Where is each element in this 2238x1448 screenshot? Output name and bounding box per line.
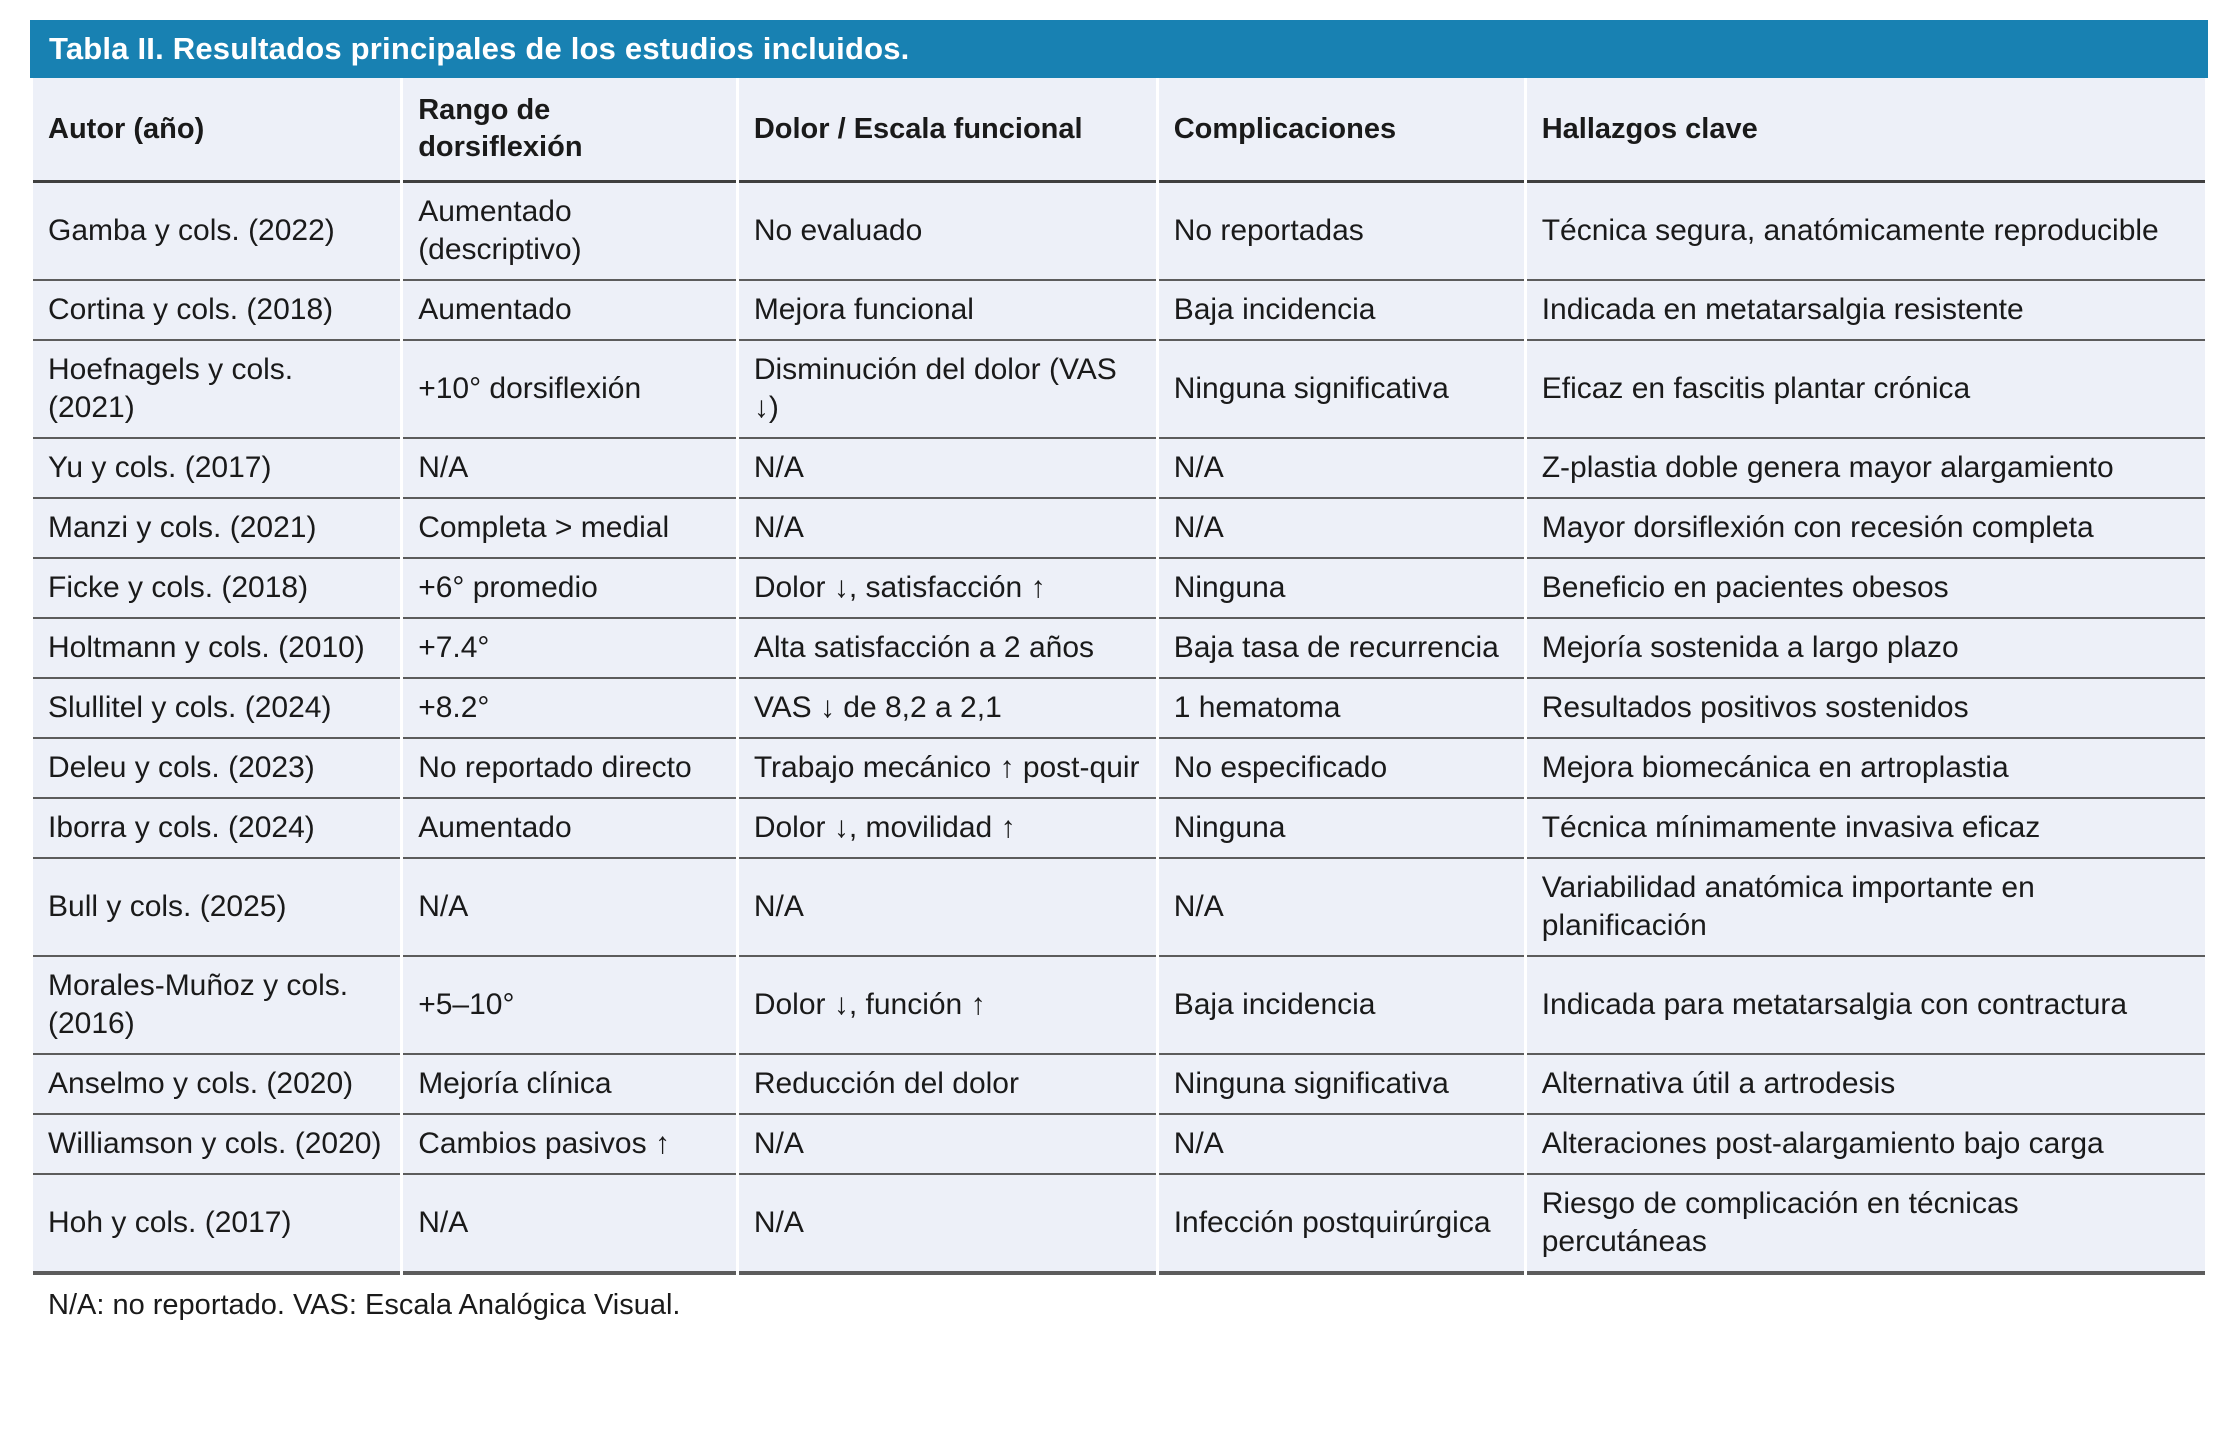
column-header-dolor-escala-funcional: Dolor / Escala funcional [739, 78, 1156, 183]
cell-complicaciones: N/A [1159, 1115, 1524, 1175]
cell-hallazgos-clave: Técnica mínimamente invasiva eficaz [1527, 799, 2205, 859]
cell-rango-dorsiflexion: Cambios pasivos ↑ [403, 1115, 736, 1175]
cell-dolor-escala-funcional: Dolor ↓, movilidad ↑ [739, 799, 1156, 859]
cell-complicaciones: Baja incidencia [1159, 957, 1524, 1055]
column-header-hallazgos-clave: Hallazgos clave [1527, 78, 2205, 183]
cell-hallazgos-clave: Indicada en metatarsalgia resistente [1527, 281, 2205, 341]
cell-autor: Cortina y cols. (2018) [33, 281, 400, 341]
table-row [33, 1115, 2205, 1175]
cell-autor: Yu y cols. (2017) [33, 439, 400, 499]
cell-dolor-escala-funcional: N/A [739, 859, 1156, 957]
cell-autor: Iborra y cols. (2024) [33, 799, 400, 859]
table-row [33, 799, 2205, 859]
table-title-bar [30, 20, 2208, 78]
cell-autor: Deleu y cols. (2023) [33, 739, 400, 799]
cell-dolor-escala-funcional: Disminución del dolor (VAS ↓) [739, 341, 1156, 439]
cell-rango-dorsiflexion: N/A [403, 1175, 736, 1275]
table-row [33, 439, 2205, 499]
cell-complicaciones: N/A [1159, 859, 1524, 957]
cell-complicaciones: N/A [1159, 439, 1524, 499]
cell-rango-dorsiflexion: Aumentado [403, 281, 736, 341]
table-row [33, 1175, 2205, 1275]
cell-autor: Hoh y cols. (2017) [33, 1175, 400, 1275]
cell-rango-dorsiflexion: +10° dorsiflexión [403, 341, 736, 439]
cell-hallazgos-clave: Mayor dorsiflexión con recesión completa [1527, 499, 2205, 559]
table-row [33, 859, 2205, 957]
cell-hallazgos-clave: Mejoría sostenida a largo plazo [1527, 619, 2205, 679]
cell-autor: Williamson y cols. (2020) [33, 1115, 400, 1175]
table-row [33, 281, 2205, 341]
results-table-card [30, 20, 2208, 1322]
cell-complicaciones: Baja tasa de recurrencia [1159, 619, 1524, 679]
column-header-rango-dorsiflexion: Rango de dorsiflexión [403, 78, 736, 183]
cell-hallazgos-clave: Indicada para metatarsalgia con contractura [1527, 957, 2205, 1055]
cell-hallazgos-clave: Eficaz en fascitis plantar crónica [1527, 341, 2205, 439]
cell-autor: Anselmo y cols. (2020) [33, 1055, 400, 1115]
cell-complicaciones: N/A [1159, 499, 1524, 559]
cell-hallazgos-clave: Mejora biomecánica en artroplastia [1527, 739, 2205, 799]
table-footnote: N/A: no reportado. VAS: Escala Analógica Visual. [48, 1289, 681, 1321]
table-title: Tabla II. Resultados principales de los estudios incluidos. [49, 31, 910, 66]
cell-hallazgos-clave: Beneficio en pacientes obesos [1527, 559, 2205, 619]
results-table [30, 78, 2208, 1275]
cell-dolor-escala-funcional: N/A [739, 499, 1156, 559]
table-row [33, 559, 2205, 619]
cell-dolor-escala-funcional: N/A [739, 1115, 1156, 1175]
table-row [33, 1055, 2205, 1115]
cell-dolor-escala-funcional: Alta satisfacción a 2 años [739, 619, 1156, 679]
cell-autor: Morales-Muñoz y cols. (2016) [33, 957, 400, 1055]
table-row [33, 957, 2205, 1055]
cell-rango-dorsiflexion: Completa > medial [403, 499, 736, 559]
cell-autor: Holtmann y cols. (2010) [33, 619, 400, 679]
table-row [33, 183, 2205, 281]
cell-rango-dorsiflexion: +5–10° [403, 957, 736, 1055]
cell-complicaciones: No especificado [1159, 739, 1524, 799]
cell-rango-dorsiflexion: +6° promedio [403, 559, 736, 619]
table-row [33, 619, 2205, 679]
cell-complicaciones: 1 hematoma [1159, 679, 1524, 739]
cell-autor: Bull y cols. (2025) [33, 859, 400, 957]
cell-rango-dorsiflexion: N/A [403, 439, 736, 499]
cell-autor: Manzi y cols. (2021) [33, 499, 400, 559]
table-row [33, 499, 2205, 559]
header-row [33, 78, 2205, 183]
cell-hallazgos-clave: Alteraciones post-alargamiento bajo carga [1527, 1115, 2205, 1175]
cell-complicaciones: Ninguna [1159, 559, 1524, 619]
cell-complicaciones: Infección postquirúrgica [1159, 1175, 1524, 1275]
table-body [33, 183, 2205, 1275]
cell-dolor-escala-funcional: VAS ↓ de 8,2 a 2,1 [739, 679, 1156, 739]
cell-autor: Slullitel y cols. (2024) [33, 679, 400, 739]
page [0, 20, 2238, 1448]
cell-rango-dorsiflexion: Aumentado (descriptivo) [403, 183, 736, 281]
cell-rango-dorsiflexion: +8.2° [403, 679, 736, 739]
cell-complicaciones: Ninguna [1159, 799, 1524, 859]
cell-rango-dorsiflexion: No reportado directo [403, 739, 736, 799]
cell-dolor-escala-funcional: N/A [739, 439, 1156, 499]
cell-complicaciones: Ninguna significativa [1159, 1055, 1524, 1115]
cell-dolor-escala-funcional: Dolor ↓, función ↑ [739, 957, 1156, 1055]
cell-autor: Hoefnagels y cols. (2021) [33, 341, 400, 439]
table-row [33, 739, 2205, 799]
cell-hallazgos-clave: Resultados positivos sostenidos [1527, 679, 2205, 739]
cell-rango-dorsiflexion: +7.4° [403, 619, 736, 679]
cell-autor: Ficke y cols. (2018) [33, 559, 400, 619]
cell-hallazgos-clave: Z-plastia doble genera mayor alargamiento [1527, 439, 2205, 499]
cell-dolor-escala-funcional: Dolor ↓, satisfacción ↑ [739, 559, 1156, 619]
column-header-complicaciones: Complicaciones [1159, 78, 1524, 183]
cell-rango-dorsiflexion: N/A [403, 859, 736, 957]
cell-hallazgos-clave: Técnica segura, anatómicamente reproducible [1527, 183, 2205, 281]
cell-rango-dorsiflexion: Mejoría clínica [403, 1055, 736, 1115]
cell-hallazgos-clave: Variabilidad anatómica importante en planificación [1527, 859, 2205, 957]
cell-hallazgos-clave: Riesgo de complicación en técnicas percutáneas [1527, 1175, 2205, 1275]
cell-dolor-escala-funcional: Mejora funcional [739, 281, 1156, 341]
cell-autor: Gamba y cols. (2022) [33, 183, 400, 281]
cell-complicaciones: Ninguna significativa [1159, 341, 1524, 439]
cell-rango-dorsiflexion: Aumentado [403, 799, 736, 859]
column-header-autor: Autor (año) [33, 78, 400, 183]
cell-dolor-escala-funcional: No evaluado [739, 183, 1156, 281]
cell-hallazgos-clave: Alternativa útil a artrodesis [1527, 1055, 2205, 1115]
cell-dolor-escala-funcional: Reducción del dolor [739, 1055, 1156, 1115]
cell-dolor-escala-funcional: Trabajo mecánico ↑ post-quir [739, 739, 1156, 799]
table-row [33, 341, 2205, 439]
table-row [33, 679, 2205, 739]
cell-complicaciones: No reportadas [1159, 183, 1524, 281]
cell-complicaciones: Baja incidencia [1159, 281, 1524, 341]
cell-dolor-escala-funcional: N/A [739, 1175, 1156, 1275]
